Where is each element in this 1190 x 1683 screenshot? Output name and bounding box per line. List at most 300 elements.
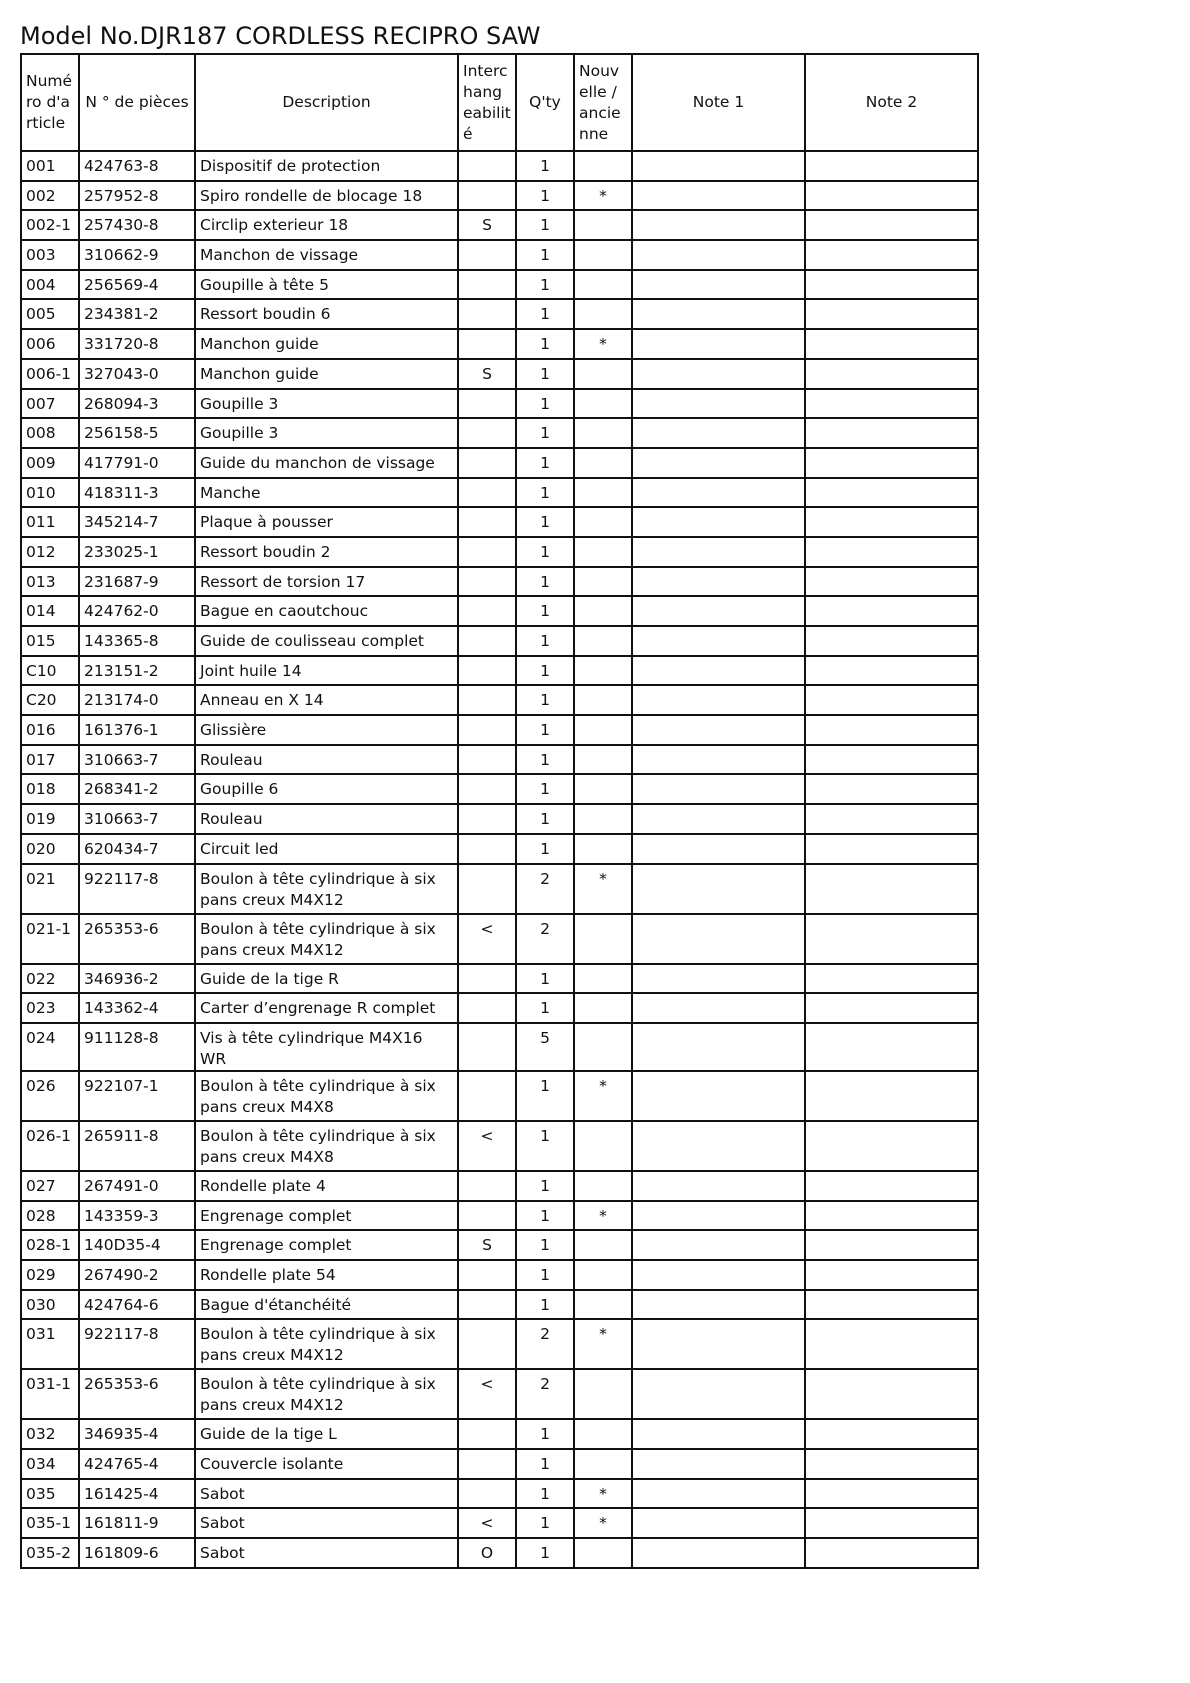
cell-note2 bbox=[805, 993, 978, 1023]
cell-part-number: 424763-8 bbox=[79, 151, 195, 181]
cell-new-old bbox=[574, 507, 632, 537]
cell-note2 bbox=[805, 418, 978, 448]
table-row bbox=[21, 685, 978, 715]
cell-description: Rouleau bbox=[195, 804, 458, 834]
table-row bbox=[21, 1290, 978, 1320]
cell-interchangeability bbox=[458, 993, 516, 1023]
cell-description: Carter d’engrenage R complet bbox=[195, 993, 458, 1023]
cell-note1 bbox=[632, 1230, 805, 1260]
cell-new-old: * bbox=[574, 1071, 632, 1121]
cell-note2 bbox=[805, 389, 978, 419]
cell-quantity: 1 bbox=[516, 804, 574, 834]
cell-article: 026-1 bbox=[21, 1121, 79, 1171]
cell-new-old bbox=[574, 685, 632, 715]
cell-new-old bbox=[574, 774, 632, 804]
cell-article: 019 bbox=[21, 804, 79, 834]
cell-interchangeability: S bbox=[458, 210, 516, 240]
cell-article: 012 bbox=[21, 537, 79, 567]
cell-part-number: 140D35-4 bbox=[79, 1230, 195, 1260]
cell-note1 bbox=[632, 1508, 805, 1538]
cell-part-number: 257952-8 bbox=[79, 181, 195, 211]
cell-description: Ressort boudin 6 bbox=[195, 299, 458, 329]
cell-new-old: * bbox=[574, 181, 632, 211]
cell-new-old bbox=[574, 151, 632, 181]
cell-quantity: 1 bbox=[516, 626, 574, 656]
table-row bbox=[21, 507, 978, 537]
cell-description: Rouleau bbox=[195, 745, 458, 775]
cell-article: 014 bbox=[21, 596, 79, 626]
cell-quantity: 1 bbox=[516, 964, 574, 994]
table-row bbox=[21, 1479, 978, 1509]
cell-description: Boulon à tête cylindrique à six pans creux M4X12 bbox=[195, 1319, 458, 1369]
cell-quantity: 1 bbox=[516, 1260, 574, 1290]
cell-description: Couvercle isolante bbox=[195, 1449, 458, 1479]
cell-interchangeability: S bbox=[458, 359, 516, 389]
cell-note2 bbox=[805, 181, 978, 211]
cell-interchangeability: S bbox=[458, 1230, 516, 1260]
cell-part-number: 346935-4 bbox=[79, 1419, 195, 1449]
cell-interchangeability bbox=[458, 1071, 516, 1121]
cell-interchangeability bbox=[458, 1201, 516, 1231]
table-row bbox=[21, 1230, 978, 1260]
cell-article: 003 bbox=[21, 240, 79, 270]
cell-quantity: 1 bbox=[516, 240, 574, 270]
cell-new-old bbox=[574, 715, 632, 745]
cell-article: 022 bbox=[21, 964, 79, 994]
cell-interchangeability bbox=[458, 1023, 516, 1071]
table-body bbox=[21, 151, 978, 1568]
cell-interchangeability bbox=[458, 329, 516, 359]
table-row bbox=[21, 1071, 978, 1121]
cell-new-old bbox=[574, 804, 632, 834]
cell-article: 008 bbox=[21, 418, 79, 448]
cell-quantity: 1 bbox=[516, 329, 574, 359]
table-row bbox=[21, 626, 978, 656]
cell-new-old bbox=[574, 448, 632, 478]
table-row bbox=[21, 1419, 978, 1449]
cell-interchangeability bbox=[458, 240, 516, 270]
cell-note2 bbox=[805, 1121, 978, 1171]
cell-part-number: 267491-0 bbox=[79, 1171, 195, 1201]
cell-article: 032 bbox=[21, 1419, 79, 1449]
cell-part-number: 310663-7 bbox=[79, 804, 195, 834]
cell-interchangeability bbox=[458, 478, 516, 508]
cell-quantity: 1 bbox=[516, 745, 574, 775]
cell-note2 bbox=[805, 299, 978, 329]
cell-description: Boulon à tête cylindrique à six pans creux M4X12 bbox=[195, 864, 458, 914]
cell-note1 bbox=[632, 1121, 805, 1171]
table-row bbox=[21, 359, 978, 389]
cell-note2 bbox=[805, 656, 978, 686]
cell-note1 bbox=[632, 745, 805, 775]
cell-interchangeability bbox=[458, 537, 516, 567]
cell-note1 bbox=[632, 507, 805, 537]
cell-note1 bbox=[632, 389, 805, 419]
table-row bbox=[21, 993, 978, 1023]
cell-quantity: 1 bbox=[516, 181, 574, 211]
cell-article: 015 bbox=[21, 626, 79, 656]
table-row bbox=[21, 1369, 978, 1419]
cell-note1 bbox=[632, 240, 805, 270]
cell-interchangeability bbox=[458, 1319, 516, 1369]
cell-article: 035-1 bbox=[21, 1508, 79, 1538]
cell-quantity: 1 bbox=[516, 537, 574, 567]
cell-part-number: 417791-0 bbox=[79, 448, 195, 478]
cell-quantity: 1 bbox=[516, 507, 574, 537]
cell-article: 016 bbox=[21, 715, 79, 745]
cell-interchangeability bbox=[458, 656, 516, 686]
cell-description: Boulon à tête cylindrique à six pans creux M4X8 bbox=[195, 1121, 458, 1171]
cell-part-number: 234381-2 bbox=[79, 299, 195, 329]
cell-interchangeability bbox=[458, 834, 516, 864]
cell-article: 006-1 bbox=[21, 359, 79, 389]
cell-note2 bbox=[805, 745, 978, 775]
cell-note1 bbox=[632, 210, 805, 240]
cell-quantity: 1 bbox=[516, 834, 574, 864]
cell-description: Engrenage complet bbox=[195, 1230, 458, 1260]
table-row bbox=[21, 151, 978, 181]
cell-article: 030 bbox=[21, 1290, 79, 1320]
cell-article: 013 bbox=[21, 567, 79, 597]
cell-quantity: 1 bbox=[516, 478, 574, 508]
cell-note2 bbox=[805, 1071, 978, 1121]
table-header bbox=[21, 54, 978, 151]
cell-part-number: 256569-4 bbox=[79, 270, 195, 300]
cell-note1 bbox=[632, 1071, 805, 1121]
cell-new-old bbox=[574, 656, 632, 686]
cell-description: Manche bbox=[195, 478, 458, 508]
cell-description: Engrenage complet bbox=[195, 1201, 458, 1231]
cell-quantity: 1 bbox=[516, 1071, 574, 1121]
cell-interchangeability: < bbox=[458, 914, 516, 964]
cell-quantity: 1 bbox=[516, 359, 574, 389]
table-row bbox=[21, 964, 978, 994]
document-title: Model No.DJR187 CORDLESS RECIPRO SAW bbox=[20, 22, 541, 50]
cell-part-number: 331720-8 bbox=[79, 329, 195, 359]
cell-part-number: 213174-0 bbox=[79, 685, 195, 715]
cell-note2 bbox=[805, 478, 978, 508]
cell-quantity: 1 bbox=[516, 1508, 574, 1538]
cell-new-old: * bbox=[574, 329, 632, 359]
table-row bbox=[21, 1260, 978, 1290]
cell-article: 010 bbox=[21, 478, 79, 508]
cell-part-number: 161376-1 bbox=[79, 715, 195, 745]
table-row bbox=[21, 181, 978, 211]
cell-quantity: 1 bbox=[516, 418, 574, 448]
cell-note2 bbox=[805, 1290, 978, 1320]
cell-part-number: 418311-3 bbox=[79, 478, 195, 508]
cell-new-old bbox=[574, 210, 632, 240]
cell-new-old bbox=[574, 418, 632, 448]
cell-part-number: 268094-3 bbox=[79, 389, 195, 419]
cell-note2 bbox=[805, 1201, 978, 1231]
cell-quantity: 1 bbox=[516, 1201, 574, 1231]
cell-interchangeability bbox=[458, 567, 516, 597]
cell-interchangeability bbox=[458, 964, 516, 994]
cell-note2 bbox=[805, 1260, 978, 1290]
cell-note1 bbox=[632, 993, 805, 1023]
cell-quantity: 2 bbox=[516, 914, 574, 964]
cell-article: 034 bbox=[21, 1449, 79, 1479]
cell-note2 bbox=[805, 596, 978, 626]
cell-note1 bbox=[632, 448, 805, 478]
cell-quantity: 1 bbox=[516, 151, 574, 181]
cell-quantity: 1 bbox=[516, 715, 574, 745]
table-row bbox=[21, 715, 978, 745]
cell-note2 bbox=[805, 1419, 978, 1449]
cell-part-number: 161809-6 bbox=[79, 1538, 195, 1568]
cell-note1 bbox=[632, 181, 805, 211]
cell-new-old bbox=[574, 389, 632, 419]
cell-new-old bbox=[574, 478, 632, 508]
cell-interchangeability bbox=[458, 1419, 516, 1449]
cell-note2 bbox=[805, 834, 978, 864]
cell-new-old bbox=[574, 964, 632, 994]
table-row bbox=[21, 299, 978, 329]
cell-quantity: 1 bbox=[516, 1171, 574, 1201]
table-row bbox=[21, 804, 978, 834]
cell-article: 024 bbox=[21, 1023, 79, 1071]
header-quantity: Q'ty bbox=[516, 54, 574, 151]
cell-part-number: 161811-9 bbox=[79, 1508, 195, 1538]
table-row bbox=[21, 656, 978, 686]
table-row bbox=[21, 270, 978, 300]
cell-article: 007 bbox=[21, 389, 79, 419]
header-note2: Note 2 bbox=[805, 54, 978, 151]
cell-interchangeability: < bbox=[458, 1369, 516, 1419]
cell-interchangeability bbox=[458, 685, 516, 715]
cell-note1 bbox=[632, 1201, 805, 1231]
cell-new-old bbox=[574, 1419, 632, 1449]
cell-part-number: 922107-1 bbox=[79, 1071, 195, 1121]
table-row bbox=[21, 1121, 978, 1171]
cell-interchangeability bbox=[458, 299, 516, 329]
cell-note2 bbox=[805, 1319, 978, 1369]
cell-interchangeability bbox=[458, 418, 516, 448]
cell-quantity: 1 bbox=[516, 656, 574, 686]
table-row bbox=[21, 389, 978, 419]
table-row bbox=[21, 329, 978, 359]
cell-part-number: 424762-0 bbox=[79, 596, 195, 626]
cell-note1 bbox=[632, 151, 805, 181]
cell-new-old bbox=[574, 626, 632, 656]
cell-new-old bbox=[574, 1121, 632, 1171]
cell-note1 bbox=[632, 964, 805, 994]
cell-note2 bbox=[805, 537, 978, 567]
cell-part-number: 256158-5 bbox=[79, 418, 195, 448]
cell-new-old: * bbox=[574, 864, 632, 914]
cell-part-number: 213151-2 bbox=[79, 656, 195, 686]
cell-description: Guide du manchon de vissage bbox=[195, 448, 458, 478]
cell-new-old bbox=[574, 299, 632, 329]
cell-article: 005 bbox=[21, 299, 79, 329]
cell-description: Joint huile 14 bbox=[195, 656, 458, 686]
cell-part-number: 267490-2 bbox=[79, 1260, 195, 1290]
cell-new-old bbox=[574, 1230, 632, 1260]
cell-note1 bbox=[632, 1319, 805, 1369]
cell-part-number: 911128-8 bbox=[79, 1023, 195, 1071]
cell-note1 bbox=[632, 299, 805, 329]
cell-description: Plaque à pousser bbox=[195, 507, 458, 537]
cell-interchangeability bbox=[458, 1479, 516, 1509]
cell-quantity: 2 bbox=[516, 1319, 574, 1369]
table-row bbox=[21, 1319, 978, 1369]
cell-article: 028-1 bbox=[21, 1230, 79, 1260]
cell-note2 bbox=[805, 964, 978, 994]
table-row bbox=[21, 1508, 978, 1538]
cell-new-old bbox=[574, 993, 632, 1023]
cell-new-old bbox=[574, 745, 632, 775]
cell-part-number: 257430-8 bbox=[79, 210, 195, 240]
cell-quantity: 1 bbox=[516, 1449, 574, 1479]
cell-new-old bbox=[574, 1023, 632, 1071]
cell-interchangeability: < bbox=[458, 1508, 516, 1538]
cell-interchangeability bbox=[458, 596, 516, 626]
cell-quantity: 1 bbox=[516, 774, 574, 804]
cell-note1 bbox=[632, 774, 805, 804]
cell-part-number: 310662-9 bbox=[79, 240, 195, 270]
cell-part-number: 231687-9 bbox=[79, 567, 195, 597]
cell-part-number: 922117-8 bbox=[79, 1319, 195, 1369]
cell-interchangeability: < bbox=[458, 1121, 516, 1171]
cell-note1 bbox=[632, 1260, 805, 1290]
cell-description: Boulon à tête cylindrique à six pans creux M4X12 bbox=[195, 914, 458, 964]
cell-note2 bbox=[805, 864, 978, 914]
cell-interchangeability bbox=[458, 864, 516, 914]
header-part-number: N ° de pièces bbox=[79, 54, 195, 151]
cell-note2 bbox=[805, 774, 978, 804]
cell-new-old bbox=[574, 834, 632, 864]
cell-part-number: 922117-8 bbox=[79, 864, 195, 914]
cell-new-old bbox=[574, 1171, 632, 1201]
cell-note2 bbox=[805, 567, 978, 597]
cell-quantity: 1 bbox=[516, 448, 574, 478]
cell-interchangeability bbox=[458, 626, 516, 656]
cell-description: Bague d'étanchéité bbox=[195, 1290, 458, 1320]
cell-new-old bbox=[574, 537, 632, 567]
cell-article: 011 bbox=[21, 507, 79, 537]
cell-description: Manchon guide bbox=[195, 359, 458, 389]
cell-description: Goupille à tête 5 bbox=[195, 270, 458, 300]
cell-quantity: 1 bbox=[516, 270, 574, 300]
table-row bbox=[21, 834, 978, 864]
cell-note1 bbox=[632, 270, 805, 300]
cell-note2 bbox=[805, 1538, 978, 1568]
cell-part-number: 265353-6 bbox=[79, 914, 195, 964]
cell-part-number: 265911-8 bbox=[79, 1121, 195, 1171]
table-row bbox=[21, 1201, 978, 1231]
header-article: Numéro d'article bbox=[21, 54, 79, 151]
cell-part-number: 346936-2 bbox=[79, 964, 195, 994]
cell-article: 018 bbox=[21, 774, 79, 804]
cell-description: Glissière bbox=[195, 715, 458, 745]
table-row bbox=[21, 864, 978, 914]
cell-note1 bbox=[632, 626, 805, 656]
cell-note1 bbox=[632, 596, 805, 626]
cell-note2 bbox=[805, 914, 978, 964]
cell-new-old: * bbox=[574, 1508, 632, 1538]
cell-article: 028 bbox=[21, 1201, 79, 1231]
cell-interchangeability bbox=[458, 715, 516, 745]
cell-note2 bbox=[805, 240, 978, 270]
cell-article: 035-2 bbox=[21, 1538, 79, 1568]
cell-description: Guide de coulisseau complet bbox=[195, 626, 458, 656]
cell-note2 bbox=[805, 1479, 978, 1509]
cell-article: 021-1 bbox=[21, 914, 79, 964]
cell-description: Boulon à tête cylindrique à six pans creux M4X8 bbox=[195, 1071, 458, 1121]
cell-new-old: * bbox=[574, 1479, 632, 1509]
cell-description: Sabot bbox=[195, 1538, 458, 1568]
cell-description: Sabot bbox=[195, 1508, 458, 1538]
cell-note2 bbox=[805, 210, 978, 240]
table-row bbox=[21, 448, 978, 478]
cell-part-number: 233025-1 bbox=[79, 537, 195, 567]
cell-interchangeability bbox=[458, 151, 516, 181]
table-row bbox=[21, 240, 978, 270]
table-row bbox=[21, 478, 978, 508]
cell-new-old bbox=[574, 1538, 632, 1568]
cell-article: 031-1 bbox=[21, 1369, 79, 1419]
cell-note1 bbox=[632, 329, 805, 359]
cell-new-old bbox=[574, 567, 632, 597]
cell-article: 017 bbox=[21, 745, 79, 775]
table-row bbox=[21, 914, 978, 964]
cell-description: Rondelle plate 4 bbox=[195, 1171, 458, 1201]
cell-quantity: 1 bbox=[516, 299, 574, 329]
cell-new-old bbox=[574, 1290, 632, 1320]
cell-article: 020 bbox=[21, 834, 79, 864]
cell-article: 004 bbox=[21, 270, 79, 300]
header-description: Description bbox=[195, 54, 458, 151]
cell-interchangeability bbox=[458, 1260, 516, 1290]
cell-part-number: 143365-8 bbox=[79, 626, 195, 656]
cell-note1 bbox=[632, 1419, 805, 1449]
cell-new-old bbox=[574, 359, 632, 389]
cell-note2 bbox=[805, 151, 978, 181]
cell-note1 bbox=[632, 1023, 805, 1071]
cell-note2 bbox=[805, 804, 978, 834]
cell-new-old bbox=[574, 270, 632, 300]
cell-description: Goupille 6 bbox=[195, 774, 458, 804]
cell-note1 bbox=[632, 1538, 805, 1568]
cell-part-number: 143362-4 bbox=[79, 993, 195, 1023]
cell-description: Circuit led bbox=[195, 834, 458, 864]
header-note1: Note 1 bbox=[632, 54, 805, 151]
header-interchangeability: Interchangeabilité bbox=[458, 54, 516, 151]
table-row bbox=[21, 210, 978, 240]
cell-quantity: 1 bbox=[516, 389, 574, 419]
cell-note1 bbox=[632, 359, 805, 389]
cell-part-number: 327043-0 bbox=[79, 359, 195, 389]
table-row bbox=[21, 1538, 978, 1568]
cell-description: Goupille 3 bbox=[195, 418, 458, 448]
table-row bbox=[21, 1171, 978, 1201]
cell-quantity: 1 bbox=[516, 1230, 574, 1260]
cell-note1 bbox=[632, 567, 805, 597]
cell-note1 bbox=[632, 478, 805, 508]
cell-description: Manchon de vissage bbox=[195, 240, 458, 270]
cell-description: Guide de la tige R bbox=[195, 964, 458, 994]
cell-quantity: 1 bbox=[516, 685, 574, 715]
cell-note2 bbox=[805, 1230, 978, 1260]
cell-article: 031 bbox=[21, 1319, 79, 1369]
cell-note1 bbox=[632, 418, 805, 448]
cell-article: 029 bbox=[21, 1260, 79, 1290]
cell-part-number: 620434-7 bbox=[79, 834, 195, 864]
cell-new-old bbox=[574, 240, 632, 270]
cell-article: 006 bbox=[21, 329, 79, 359]
cell-note1 bbox=[632, 685, 805, 715]
